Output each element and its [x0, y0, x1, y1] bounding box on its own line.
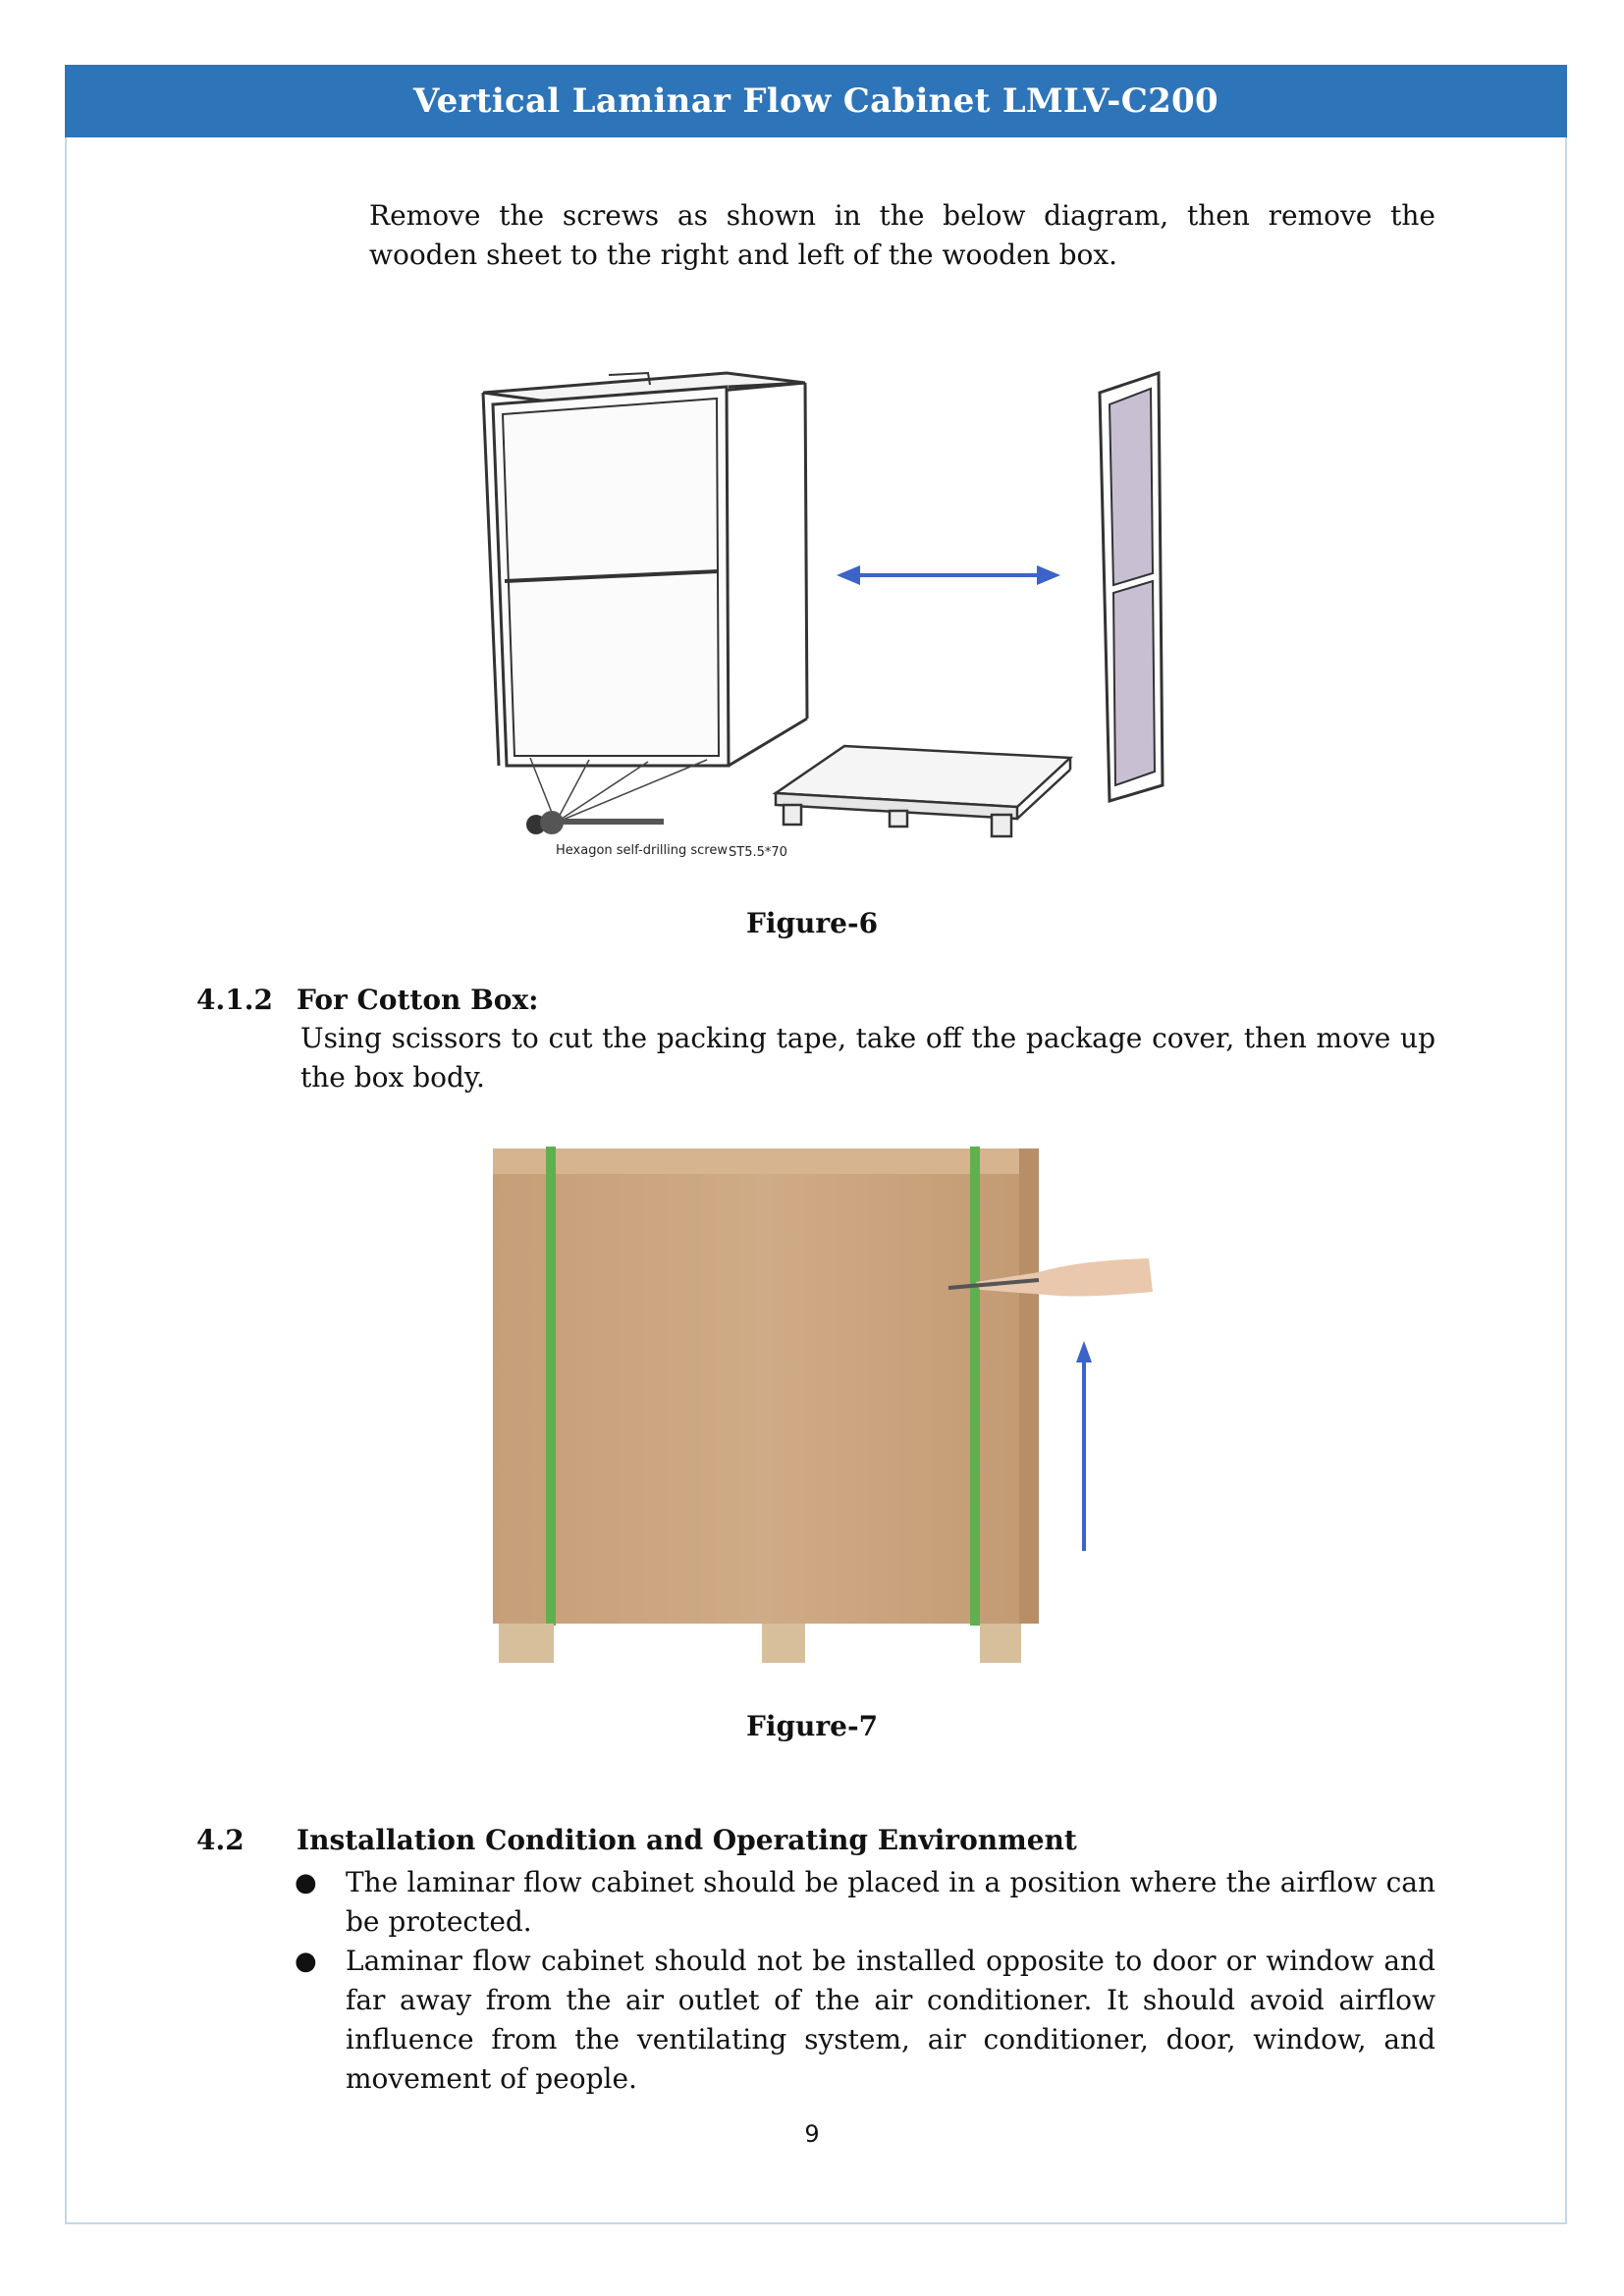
section-4-1-2-title: For Cotton Box: [297, 984, 539, 1016]
hexagon-screw-icon [526, 811, 664, 834]
bullet-icon: ● [295, 1868, 317, 1897]
screw-label: Hexagon self-drilling screw [556, 843, 728, 858]
screw-spec: ST5.5*70 [729, 845, 787, 860]
section-4-1-2-number: 4.1.2 [196, 984, 273, 1016]
section-4-1-2-paragraph: Using scissors to cut the packing tape, take off the package cover, then move up the box body. [300, 1022, 1435, 1094]
wooden-box-frame [483, 373, 807, 766]
side-panel [1100, 373, 1163, 801]
intro-paragraph: Remove the screws as shown in the below diagram, then remove the wooden sheet to the right and left of the wooden box. [369, 199, 1435, 271]
figure-6-caption: Figure-6 [745, 907, 879, 939]
packing-strap-right [970, 1147, 980, 1626]
header-bar [65, 65, 1567, 137]
pallet-foot-left [499, 1624, 554, 1663]
bullet-text: The laminar flow cabinet should be placed in a position where the airflow can be protected. [346, 1866, 1435, 1938]
page-number: 9 [804, 2120, 820, 2148]
figure-7-caption: Figure-7 [745, 1710, 879, 1742]
cardboard-box [493, 1148, 1039, 1624]
packing-strap-left [546, 1147, 556, 1626]
pallet-foot-center [762, 1624, 805, 1663]
bullet-text: Laminar flow cabinet should not be installed opposite to door or window and far away from the air outlet of the air conditioner. It should avoid airflow influence from the ventilating system, air conditioner, door, window, and movement of people. [346, 1945, 1435, 2095]
pallet-foot-right [980, 1624, 1021, 1663]
bullet-item [295, 1942, 1435, 2099]
section-4-2-title: Installation Condition and Operating Environment [297, 1824, 1077, 1856]
up-arrow-icon [1076, 1341, 1092, 1551]
bullet-icon: ● [295, 1947, 317, 1976]
bullet-item [295, 1863, 1435, 1942]
double-arrow-icon [837, 565, 1060, 585]
figure-7-illustration [489, 1145, 1161, 1675]
figure-6-illustration [471, 353, 1178, 883]
pallet [776, 746, 1070, 836]
section-4-2-number: 4.2 [196, 1824, 244, 1856]
header-title: Vertical Laminar Flow Cabinet LMLV-C200 [413, 81, 1218, 121]
